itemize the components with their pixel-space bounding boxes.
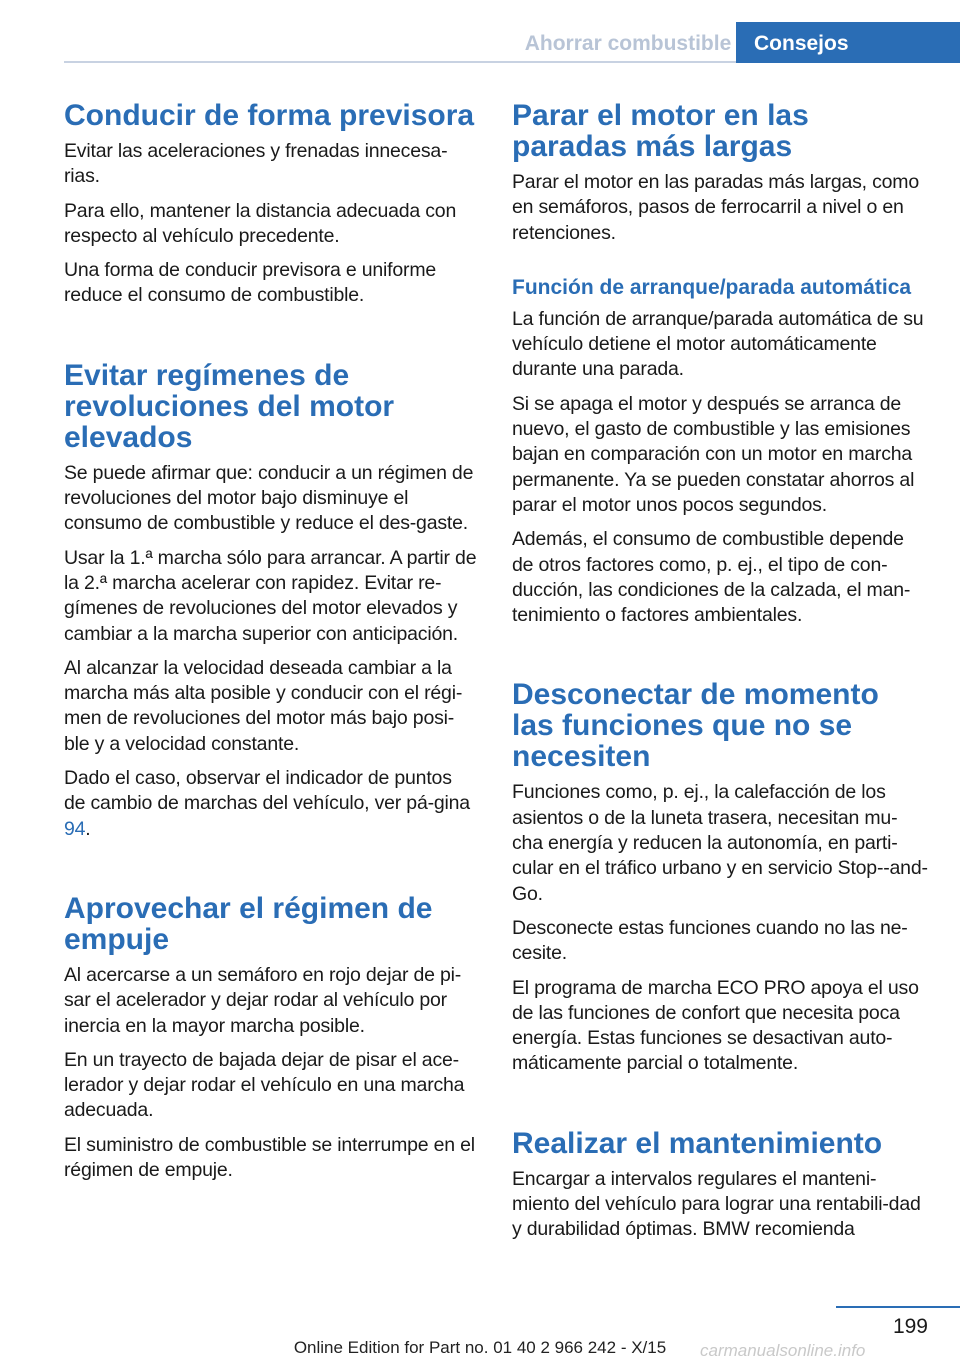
subheading-funcion: Función de arranque/parada automática (512, 275, 912, 299)
watermark: carmanualsonline.info (700, 1341, 866, 1360)
paragraph: Una forma de conducir previsora e uniforme reduce el consumo de combustible. (64, 259, 437, 307)
heading-realizar: Realizar el mantenimiento (512, 1126, 883, 1160)
paragraph: Dado el caso, observar el indicador de puntos de cambio de marchas del vehículo, ver pá-gina 94. (64, 767, 470, 840)
paragraph: Encargar a intervalos regulares el manteni-miento del vehículo para lograr una rentabili-dad y durabilidad óptimas. BMW recomienda (512, 1167, 921, 1241)
paragraph: El programa de marcha ECO PRO apoya el uso de las funciones de confort que necesita poca energía. Estas funciones se desactivan auto-máticamente parcial o totalmente. (512, 976, 919, 1075)
footer-rule (836, 1306, 960, 1308)
paragraph: Evitar las aceleraciones y frenadas innecesa-rias. (64, 140, 448, 188)
paragraph: El suministro de combustible se interrumpe en el régimen de empuje. (64, 1133, 475, 1182)
paragraph: Desconecte estas funciones cuando no las ne-cesite. (512, 916, 908, 965)
header-rule (64, 61, 736, 63)
paragraph: Usar la 1.ª marcha sólo para arrancar. A partir de la 2.ª marcha acelerar con rapidez. Evitar re-gímenes de revoluciones del motor elevados y cambiar a la marcha superior con anticipación. (64, 546, 477, 645)
paragraph: Para ello, mantener la distancia adecuada con respecto al vehículo precedente. (64, 199, 457, 247)
right-column (512, 100, 928, 1252)
left-column (64, 100, 478, 1192)
heading-parar: Parar el motor en las paradas más largas (512, 99, 809, 163)
heading-desconectar: Desconectar de momento las funciones que no se necesiten (512, 678, 879, 774)
paragraph: Además, el consumo de combustible depende de otros factores como, p. ej., el tipo de con-ducción, las condiciones de la calzada, el man-tenimiento o factores ambientales. (512, 528, 911, 627)
paragraph: Se puede afirmar que: conducir a un régimen de revoluciones del motor bajo disminuye el consumo de combustible y reduce el des-gaste. (64, 461, 474, 535)
heading-aprovechar: Aprovechar el régimen de empuje (64, 891, 433, 956)
page-number: 199 (892, 1315, 928, 1338)
paragraph: Si se apaga el motor y después se arranca de nuevo, el gasto de combustible y las emisiones bajan en comparación con un motor en marcha permanente. Ya se pueden constatar ahorros al parar el motor unos pocos segundos. (512, 392, 915, 516)
header-tab-consejos[interactable]: Consejos (736, 22, 960, 63)
edition-text: Online Edition for Part no. 01 40 2 966 242 - X/15 (293, 1338, 667, 1357)
paragraph: Parar el motor en las paradas más largas, como en semáforos, pasos de ferrocarril a nivel o en retenciones. (512, 171, 919, 244)
paragraph: En un trayecto de bajada dejar de pisar el ace-lerador y dejar rodar el vehículo en una marcha adecuada. (64, 1048, 465, 1122)
paragraph: Al acercarse a un semáforo en rojo dejar de pi-sar el acelerador y dejar rodar al vehículo por inercia en la mayor marcha posible. (64, 963, 462, 1037)
page-link-94[interactable]: 94 (64, 817, 86, 840)
paragraph: Funciones como, p. ej., la calefacción de los asientos o de la luneta trasera, necesitan mu-cha energía y reducen la autonomía, en parti-cular en el tráfico urbano y en servicio Stop--and-Go. (512, 781, 928, 905)
heading-evitar: Evitar regímenes de revoluciones del motor elevados (64, 358, 395, 454)
paragraph: La función de arranque/parada automática de su vehículo detiene el motor automáticamente durante una parada. (512, 307, 924, 381)
paragraph: Al alcanzar la velocidad deseada cambiar a la marcha más alta posible y conducir con el régi-men de revoluciones del motor más bajo posi-ble y a velocidad constante. (64, 656, 463, 755)
heading-conducir: Conducir de forma previsora (64, 99, 475, 132)
header-section[interactable]: Ahorrar combustible (524, 32, 732, 55)
